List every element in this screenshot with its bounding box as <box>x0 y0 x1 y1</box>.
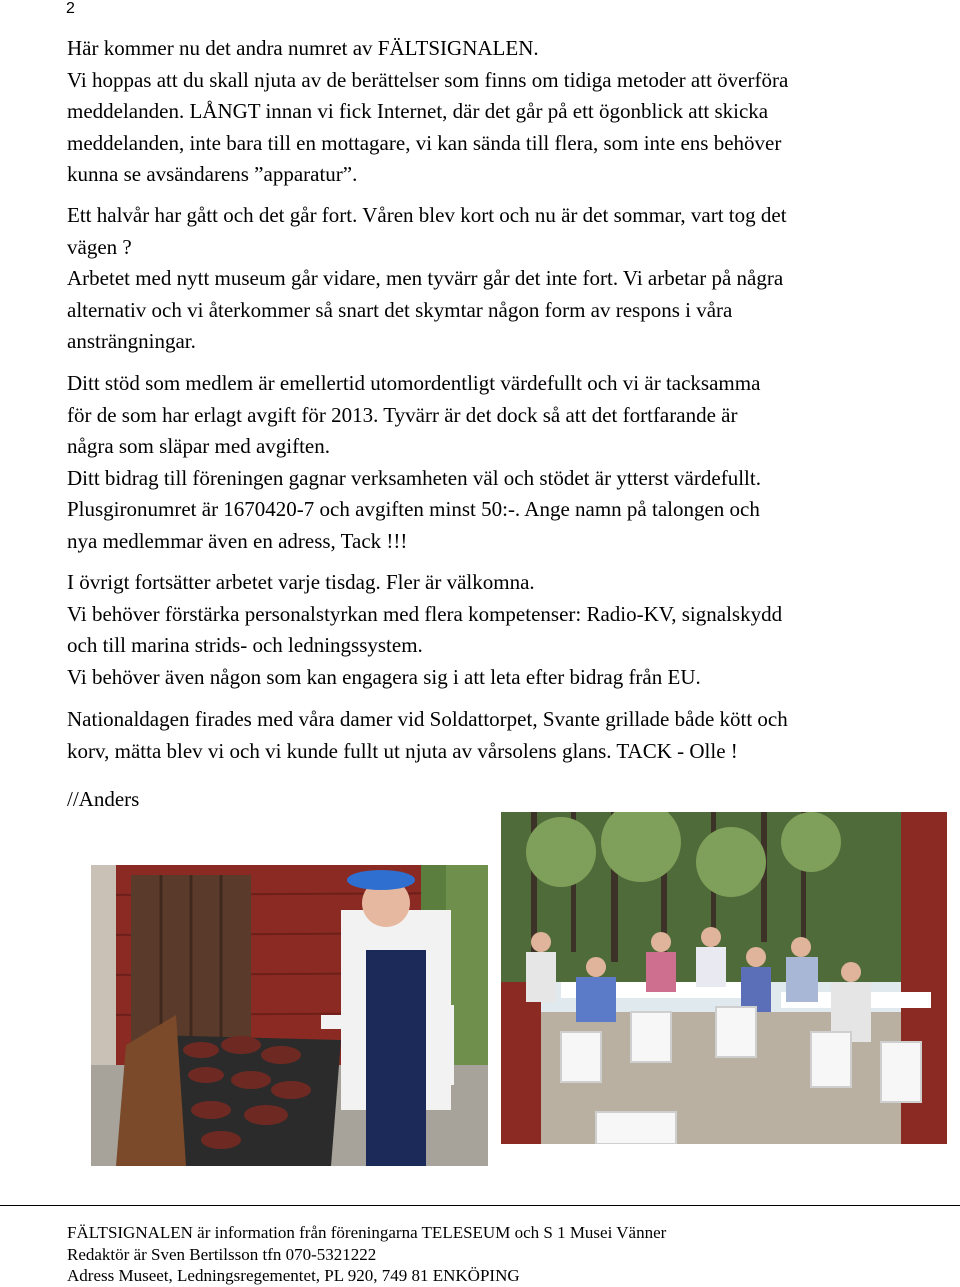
footer-line-editor: Redaktör är Sven Bertilsson tfn 070-5321222 <box>67 1244 377 1264</box>
paragraph-volunteers <box>67 567 937 693</box>
text-line: kunna se avsändarens ”apparatur”. <box>67 162 358 186</box>
paragraph-membership <box>67 368 937 557</box>
text-line: vägen ? <box>67 234 132 259</box>
paragraph-intro <box>67 33 937 191</box>
text-line: korv, mätta blev vi och vi kunde fullt ut njuta av vårsolens glans. TACK - Olle ! <box>67 738 738 763</box>
text-line: Nationaldagen firades med våra damer vid Soldattorpet, Svante grillade både kött och <box>67 707 788 731</box>
page-number: 2 <box>66 0 75 17</box>
text-line: meddelanden, inte bara till en mottagare, vi kan sända till flera, som inte ens behöver <box>67 130 782 155</box>
signature <box>67 784 937 816</box>
footer <box>67 1222 666 1287</box>
text-line: Ditt stöd som medlem är emellertid utomordentligt värdefullt och vi är tacksamma <box>67 371 761 395</box>
photo-dinner-illustration <box>501 812 947 1144</box>
paragraph-museum <box>67 200 937 358</box>
text-line: Plusgironumret är 1670420-7 och avgiften minst 50:-. Ange namn på talongen och <box>67 497 760 521</box>
footer-divider <box>0 1205 960 1206</box>
photo-grilling <box>91 865 488 1166</box>
text-line: och till marina strids- och ledningssystem. <box>67 633 423 657</box>
footer-line-address: Adress Museet, Ledningsregementet, PL 920, 749 81 ENKÖPING <box>67 1266 520 1285</box>
text-line: några som släpar med avgiften. <box>67 434 330 458</box>
paragraph-national-day <box>67 704 937 767</box>
text-line: ansträngningar. <box>67 329 196 353</box>
photo-grilling-illustration <box>91 865 488 1166</box>
photo-outdoor-dinner <box>501 812 947 1144</box>
text-line: Vi behöver även någon som kan engagera sig i att leta efter bidrag från EU. <box>67 664 701 689</box>
text-line: meddelanden. LÅNGT innan vi fick Internet, där det går på ett ögonblick att skicka <box>67 99 769 123</box>
signature-line: //Anders <box>67 787 140 811</box>
text-line: alternativ och vi återkommer så snart det skymtar någon form av respons i våra <box>67 297 733 322</box>
text-line: för de som har erlagt avgift för 2013. Tyvärr är det dock så att det fortfarande är <box>67 402 738 427</box>
text-line: Ditt bidrag till föreningen gagnar verksamheten väl och stödet är ytterst värdefullt. <box>67 465 761 490</box>
text-line: Vi hoppas att du skall njuta av de berättelser som finns om tidiga metoder att överföra <box>67 67 789 92</box>
text-line: Här kommer nu det andra numret av FÄLTSIGNALEN. <box>67 36 539 60</box>
footer-line-info: FÄLTSIGNALEN är information från föreningarna TELESEUM och S 1 Musei Vänner <box>67 1223 667 1242</box>
text-line: Vi behöver förstärka personalstyrkan med flera kompetenser: Radio-KV, signalskydd <box>67 601 783 626</box>
text-line: nya medlemmar även en adress, Tack !!! <box>67 528 408 553</box>
text-line: I övrigt fortsätter arbetet varje tisdag. Fler är välkomna. <box>67 570 535 594</box>
text-line: Ett halvår har gått och det går fort. Våren blev kort och nu är det sommar, vart tog det <box>67 203 787 227</box>
text-line: Arbetet med nytt museum går vidare, men tyvärr går det inte fort. Vi arbetar på några <box>67 266 784 290</box>
